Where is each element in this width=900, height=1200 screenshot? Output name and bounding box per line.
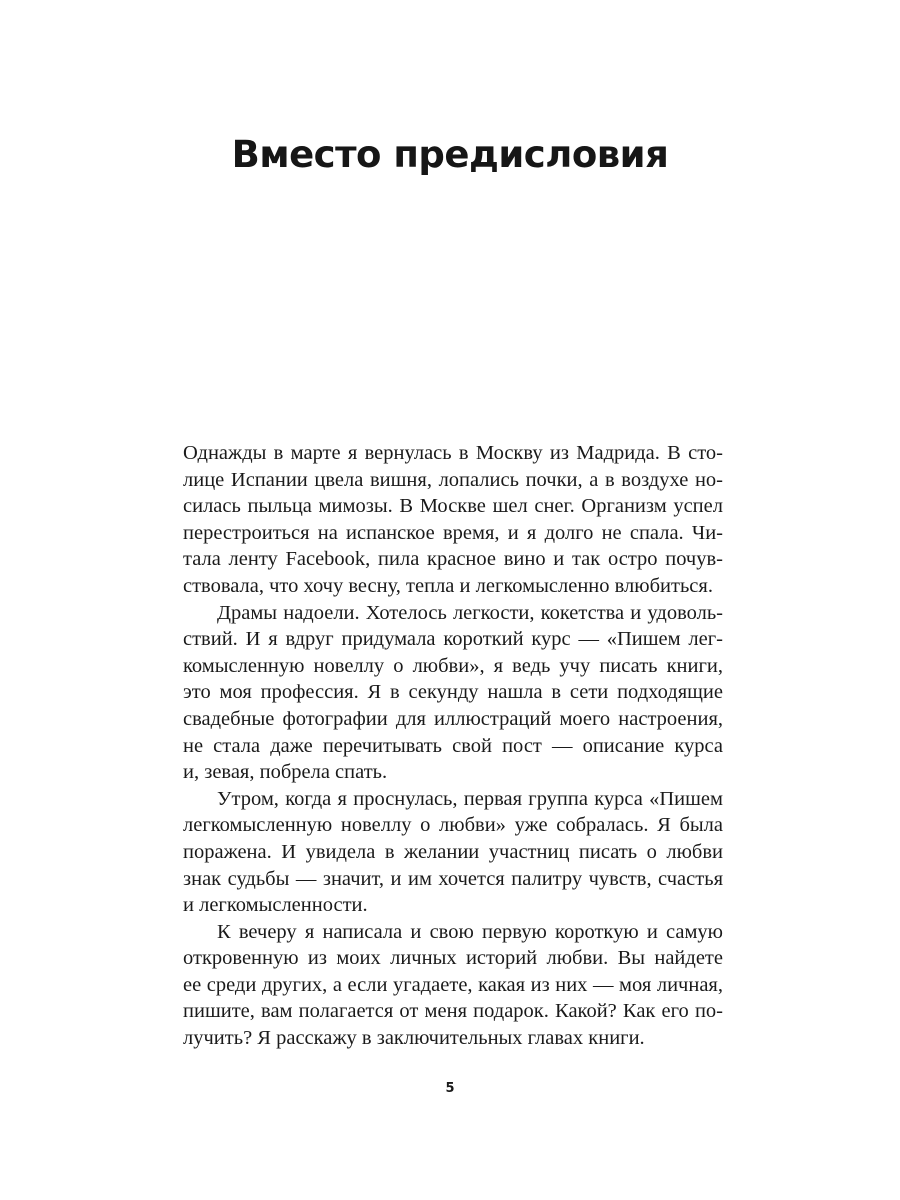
chapter-title: Вместо предисловия [231, 133, 669, 176]
text-line: тала ленту Facebook, пила красное вино и так остро почув- [183, 548, 723, 571]
body-text [183, 440, 723, 1052]
text-line: Однажды в марте я вернулась в Москву из Мадрида. В сто- [183, 442, 723, 464]
text-line: поражена. И увидела в желании участниц писать о любви [183, 840, 723, 863]
text-line: ствовала, что хочу весну, тепла и легкомысленно влюбиться. [183, 574, 713, 597]
text-line: ее среди других, а если угадаете, какая из них — моя личная, [183, 973, 723, 996]
page-number: 5 [445, 1081, 455, 1096]
text-line: Драмы надоели. Хотелось легкости, кокетства и удоволь- [217, 601, 723, 624]
text-line: Утром, когда я проснулась, первая группа курса «Пишем [217, 787, 723, 810]
text-line: это моя профессия. Я в секунду нашла в сети подходящие [183, 681, 723, 704]
text-line: и легкомысленности. [183, 894, 368, 917]
text-line: откровенную из моих личных историй любви. Вы найдете [183, 947, 723, 970]
text-line: силась пыльца мимозы. В Москве шел снег. Организм успел [183, 495, 723, 518]
text-line: пишите, вам полагается от меня подарок. Какой? Как его по- [183, 1000, 723, 1023]
text-line: лице Испании цвела вишня, лопались почки, а в воздухе но- [183, 468, 723, 491]
text-line: комысленную новеллу о любви», я ведь учу писать книги, [183, 654, 723, 677]
text-line: лучить? Я расскажу в заключительных главах книги. [183, 1027, 645, 1050]
paragraph [183, 600, 723, 786]
paragraph [183, 786, 723, 919]
text-line: знак судьбы — значит, и им хочется палитру чувств, счастья [183, 867, 723, 890]
text-line: ствий. И я вдруг придумала короткий курс — «Пишем лег- [183, 628, 723, 651]
text-line: перестроиться на испанское время, и я долго не спала. Чи- [183, 521, 723, 544]
text-line: легкомысленную новеллу о любви» уже собралась. Я была [183, 814, 723, 837]
text-line: и, зевая, побрела спать. [183, 761, 388, 784]
text-line: К вечеру я написала и свою первую короткую и самую [217, 920, 723, 943]
paragraph [183, 440, 723, 600]
text-line: свадебные фотографии для иллюстраций моего настроения, [183, 707, 723, 730]
paragraph [183, 919, 723, 1052]
text-line: не стала даже перечитывать свой пост — описание курса [183, 734, 723, 757]
